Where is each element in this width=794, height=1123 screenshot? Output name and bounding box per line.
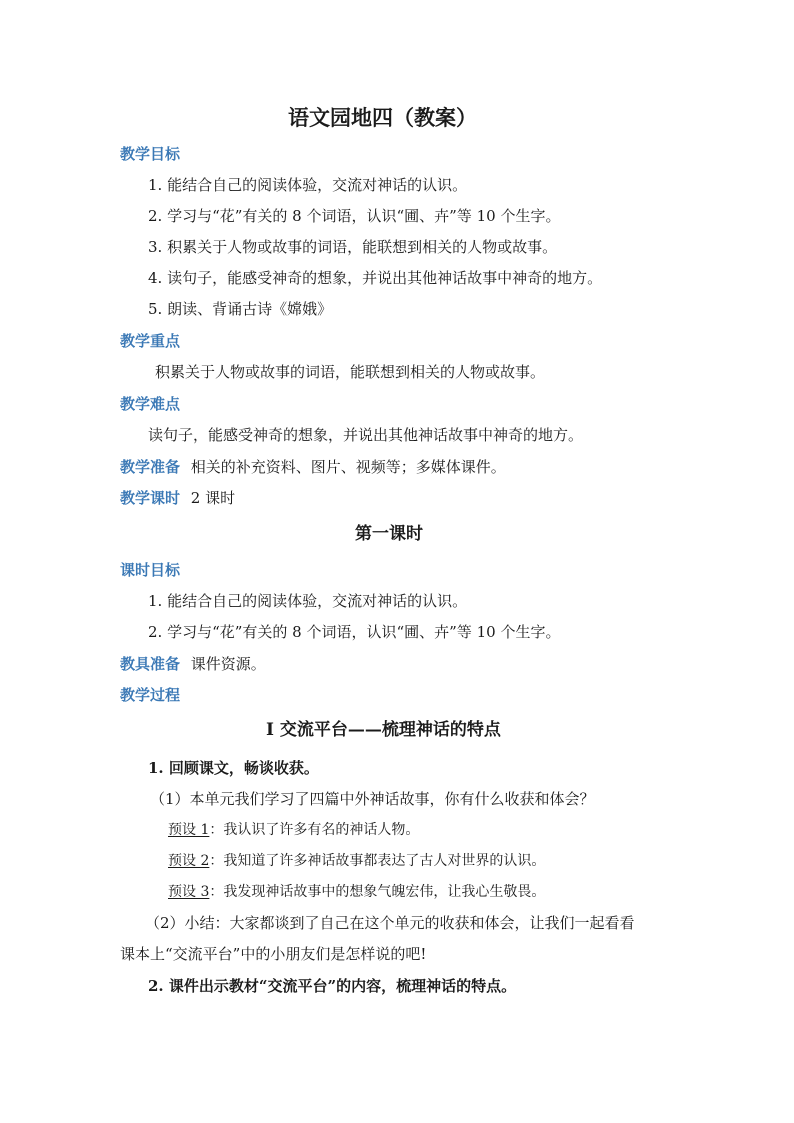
teaching-prep-label: 教学准备 <box>120 458 181 476</box>
teaching-key-text: 积累关于人物或故事的词语，能联想到相关的人物或故事。 <box>155 363 546 381</box>
teaching-prep-text: 相关的补充资料、图片、视频等；多媒体课件。 <box>190 458 506 476</box>
tools-prep-label: 教具准备 <box>120 655 181 673</box>
preset-label: 预设 3 <box>168 884 210 900</box>
preset-line <box>168 882 545 902</box>
goal-item: 1. 能结合自己的阅读体验，交流对神话的认识。 <box>148 176 468 194</box>
teaching-difficulty-text: 读句子，能感受神奇的想象，并说出其他神话故事中神奇的地方。 <box>148 426 584 444</box>
teaching-difficulty-label: 教学难点 <box>120 395 181 413</box>
teaching-process-label: 教学过程 <box>120 686 181 704</box>
preset-line <box>168 851 545 871</box>
tools-prep-line <box>120 654 266 674</box>
teaching-prep-line <box>120 457 506 477</box>
goal-item: 3. 积累关于人物或故事的词语，能联想到相关的人物或故事。 <box>148 238 558 256</box>
step-two: 2. 课件出示教材“交流平台”的内容，梳理神话的特点。 <box>148 977 517 995</box>
lesson-goals-label: 课时目标 <box>120 561 181 579</box>
teaching-hours-label: 教学课时 <box>120 489 181 507</box>
preset-text: ：我认识了许多有名的神话人物。 <box>209 822 420 838</box>
document-title: 语文园地四（教案） <box>288 105 477 130</box>
teaching-key-label: 教学重点 <box>120 332 181 350</box>
preset-text: ：我发现神话故事中的想象气魄宏伟，让我心生敬畏。 <box>209 884 546 900</box>
section-one-title: Ⅰ 交流平台——梳理神话的特点 <box>266 720 501 740</box>
teaching-hours-line <box>120 488 235 508</box>
lesson-one-title: 第一课时 <box>355 524 423 544</box>
lesson-goal-item: 1. 能结合自己的阅读体验，交流对神话的认识。 <box>148 592 468 610</box>
preset-label: 预设 1 <box>168 822 210 838</box>
goal-item: 5. 朗读、背诵古诗《嫦娥》 <box>148 300 333 318</box>
preset-text: ：我知道了许多神话故事都表达了古人对世界的认识。 <box>209 853 546 869</box>
teaching-goals-label: 教学目标 <box>120 145 181 163</box>
step-one: 1. 回顾课文，畅谈收获。 <box>148 759 319 777</box>
preset-label: 预设 2 <box>168 853 210 869</box>
question-one: （1）本单元我们学习了四篇中外神话故事，你有什么收获和体会？ <box>150 790 595 808</box>
tools-prep-text: 课件资源。 <box>190 655 266 673</box>
teaching-hours-text: 2 课时 <box>190 489 236 507</box>
goal-item: 4. 读句子，能感受神奇的想象，并说出其他神话故事中神奇的地方。 <box>148 269 603 287</box>
preset-line <box>168 820 419 840</box>
summary-line: （2）小结：大家都谈到了自己在这个单元的收获和体会，让我们一起看看 <box>145 914 635 932</box>
lesson-goal-item: 2. 学习与“花”有关的 8 个词语，认识“圃、卉”等 10 个生字。 <box>148 623 561 641</box>
goal-item: 2. 学习与“花”有关的 8 个词语，认识“圃、卉”等 10 个生字。 <box>148 207 561 225</box>
summary-line: 课本上“交流平台”中的小朋友们是怎样说的吧! <box>120 945 427 963</box>
